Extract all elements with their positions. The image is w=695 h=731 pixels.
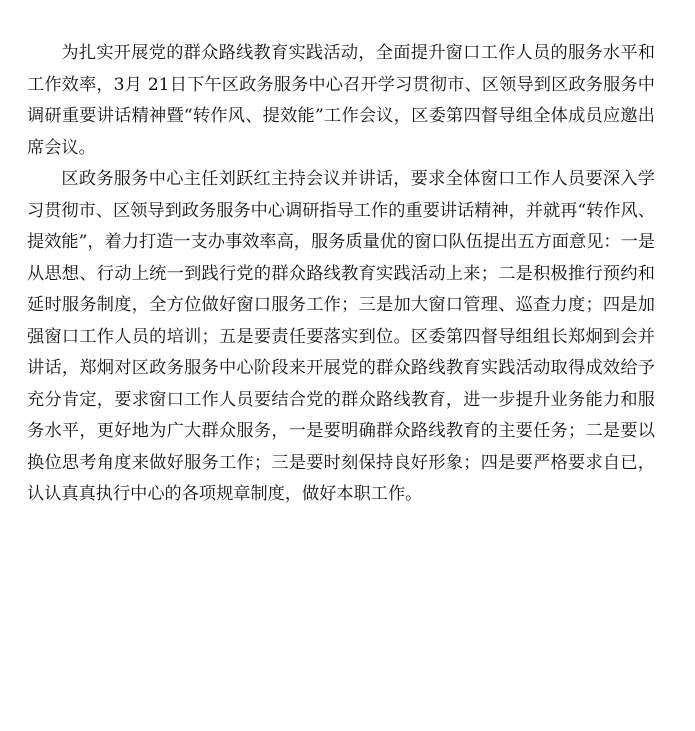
paragraph-meeting-speeches: 区政务服务中心主任刘跃红主持会议并讲话，要求全体窗口工作人员要深入学习贯彻市、区领导到政务服务中心调研指导工作的重要讲话精神，并就再“转作风、提效能”，着力打造一支办事效率高，服务质量优的窗口队伍提出五方面意见：一是从思想、行动上统一到践行党的群众路线教育实践活动上来；二是积极推行预约和延时服务制度，全方位做好窗口服务工作；三是加大窗口管理、巡查力度；四是加强窗口工作人员的培训；五是要责任要落实到位。区委第四督导组组长郑炯到会并讲话，郑炯对区政务服务中心阶段来开展党的群众路线教育实践活动取得成效给予充分肯定，要求窗口工作人员要结合党的群众路线教育，进一步提升业务能力和服务水平，更好地为广大群众服务，一是要明确群众路线教育的主要任务；二是要以换位思考角度来做好服务工作；三是要时刻保持良好形象；四是要严格要求自已，认认真真执行中心的各项规章制度，做好本职工作。 bbox=[27, 169, 655, 504]
paragraph-meeting-intro: 为扎实开展党的群众路线教育实践活动，全面提升窗口工作人员的服务水平和工作效率，3月 21日下午区政务服务中心召开学习贯彻市、区领导到区政务服务中调研重要讲话精神暨“转作风、提效能”工作会议，区委第四督导组全体成员应邀出席会议。 bbox=[27, 43, 655, 158]
document-body bbox=[27, 38, 655, 511]
